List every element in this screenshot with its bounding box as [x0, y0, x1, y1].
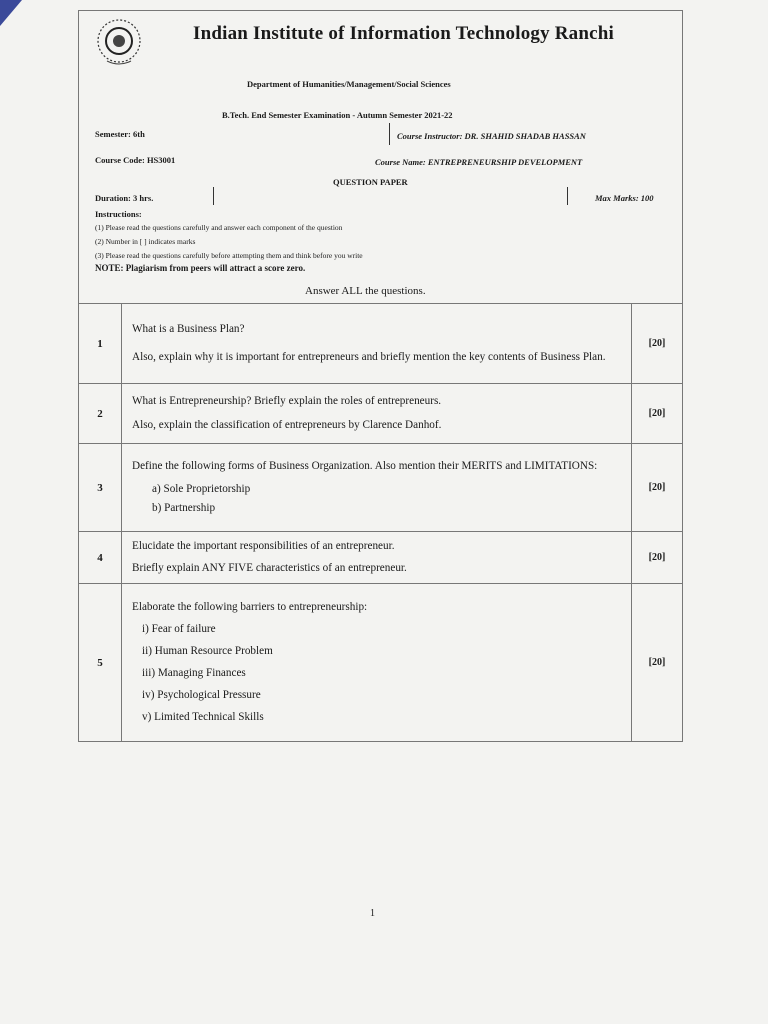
- question-text: [122, 444, 632, 532]
- question-number: 3: [79, 444, 122, 532]
- question-marks: [20]: [632, 304, 683, 384]
- question-subitem: iv) Psychological Pressure: [142, 689, 261, 702]
- page-corner: [0, 0, 22, 26]
- page-number: 1: [370, 908, 375, 919]
- course-instructor: Course Instructor: DR. SHAHID SHADAB HASSAN: [397, 131, 586, 141]
- question-subitem: iii) Managing Finances: [142, 667, 246, 679]
- course-name: Course Name: ENTREPRENEURSHIP DEVELOPMENT: [375, 157, 583, 167]
- question-number: 1: [79, 304, 122, 384]
- instruction-item: (2) Number in [ ] indicates marks: [95, 237, 196, 246]
- question-subitem: ii) Human Resource Problem: [142, 644, 273, 657]
- paper-title: QUESTION PAPER: [333, 177, 408, 187]
- question-row: [79, 384, 683, 444]
- question-line: Briefly explain ANY FIVE characteristics of an entrepreneur.: [132, 561, 407, 574]
- question-marks: [20]: [632, 532, 683, 584]
- question-text: [122, 584, 632, 742]
- question-row: [79, 304, 683, 384]
- instruction-item: (3) Please read the questions carefully before attempting them and think before you write: [95, 251, 363, 260]
- instruction-item: (1) Please read the questions carefully and answer each component of the question: [95, 223, 343, 232]
- institute-name: Indian Institute of Information Technology Ranchi: [193, 23, 615, 44]
- course-code: Course Code: HS3001: [95, 155, 176, 165]
- divider: [213, 187, 214, 205]
- divider: [389, 123, 390, 145]
- question-number: 2: [79, 384, 122, 444]
- questions-table: [78, 303, 683, 742]
- institute-logo-icon: [93, 17, 145, 69]
- exam-title: B.Tech. End Semester Examination - Autumn Semester 2021-22: [222, 110, 453, 120]
- exam-header: [78, 10, 683, 303]
- question-subitem: v) Limited Technical Skills: [142, 711, 264, 724]
- question-text: [122, 384, 632, 444]
- question-text: [122, 304, 632, 384]
- max-marks: Max Marks: 100: [595, 193, 654, 203]
- instructions-heading: Instructions:: [95, 209, 142, 219]
- question-line: What is Entrepreneurship? Briefly explain the roles of entrepreneurs.: [132, 395, 442, 408]
- question-line: Elaborate the following barriers to entrepreneurship:: [132, 600, 368, 613]
- question-row: [79, 444, 683, 532]
- department-name: Department of Humanities/Management/Social Sciences: [247, 79, 451, 89]
- duration: Duration: 3 hrs.: [95, 193, 154, 203]
- question-row: [79, 584, 683, 742]
- question-line: Also, explain why it is important for entrepreneurs and briefly mention the key contents of Business Plan.: [132, 350, 606, 363]
- question-line: Elucidate the important responsibilities of an entrepreneur.: [132, 540, 395, 553]
- plagiarism-note: NOTE: Plagiarism from peers will attract a score zero.: [95, 263, 306, 273]
- question-line: What is a Business Plan?: [132, 323, 245, 336]
- question-number: 4: [79, 532, 122, 584]
- question-row: [79, 532, 683, 584]
- semester: Semester: 6th: [95, 129, 145, 139]
- question-marks: [20]: [632, 584, 683, 742]
- question-marks: [20]: [632, 444, 683, 532]
- question-subitem: b) Partnership: [152, 502, 216, 515]
- question-subitem: a) Sole Proprietorship: [152, 482, 251, 495]
- question-number: 5: [79, 584, 122, 742]
- question-subitem: i) Fear of failure: [142, 622, 216, 635]
- question-line: Define the following forms of Business Organization. Also mention their MERITS and LIMITATIONS:: [132, 459, 598, 472]
- question-line: Also, explain the classification of entrepreneurs by Clarence Danhof.: [132, 418, 442, 431]
- question-text: [122, 532, 632, 584]
- answer-all-instruction: Answer ALL the questions.: [305, 285, 426, 297]
- divider: [567, 187, 568, 205]
- exam-sheet: [78, 10, 683, 742]
- question-marks: [20]: [632, 384, 683, 444]
